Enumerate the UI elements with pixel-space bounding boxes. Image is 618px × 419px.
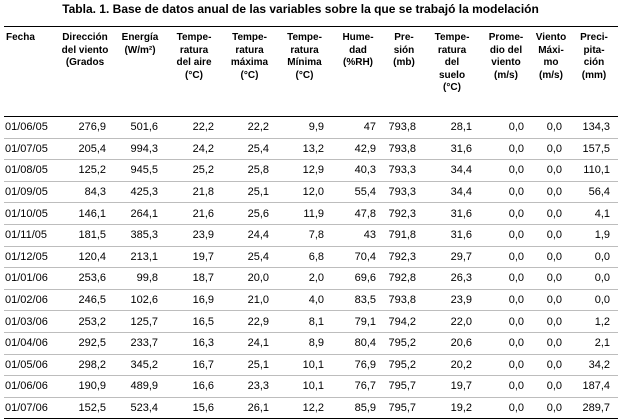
date-cell: 01/02/06: [4, 289, 56, 311]
value-cell: 792,8: [384, 268, 424, 290]
value-cell: 0,0: [480, 181, 532, 203]
column-header-line: Fecha: [6, 32, 35, 43]
value-cell: 4,0: [277, 289, 332, 311]
value-cell: 23,9: [166, 224, 222, 246]
value-cell: 2,0: [277, 268, 332, 290]
value-cell: 99,8: [114, 268, 166, 290]
column-header-line: del viento: [61, 44, 109, 56]
column-header-line: viento: [491, 57, 521, 68]
value-cell: 24,1: [222, 332, 277, 354]
value-cell: 22,0: [424, 311, 480, 333]
value-cell: 23,3: [222, 376, 277, 398]
value-cell: 19,7: [424, 376, 480, 398]
column-header-line: ratura: [290, 44, 319, 56]
column-header: [332, 27, 384, 117]
value-cell: 20,6: [424, 332, 480, 354]
column-header-line: pita-: [583, 44, 605, 56]
value-cell: 795,2: [384, 332, 424, 354]
value-cell: 20,2: [424, 354, 480, 376]
value-cell: 9,9: [277, 117, 332, 139]
value-cell: 47,8: [332, 203, 384, 225]
column-header: [570, 27, 618, 117]
column-header-line: ción: [583, 57, 605, 68]
value-cell: 21,6: [166, 203, 222, 225]
value-cell: 190,9: [56, 376, 114, 398]
table-row: [4, 117, 618, 139]
value-cell: 34,4: [424, 181, 480, 203]
value-cell: 26,3: [424, 268, 480, 290]
value-cell: 19,7: [166, 246, 222, 268]
value-cell: 501,6: [114, 117, 166, 139]
value-cell: 289,7: [570, 397, 618, 419]
value-cell: 0,0: [532, 160, 570, 182]
column-header-line: ratura: [179, 44, 209, 56]
value-cell: 0,0: [532, 138, 570, 160]
value-cell: 253,6: [56, 268, 114, 290]
value-cell: 0,0: [480, 311, 532, 333]
value-cell: 23,9: [424, 289, 480, 311]
value-cell: 7,8: [277, 224, 332, 246]
value-cell: 0,0: [532, 203, 570, 225]
column-header: [424, 27, 480, 117]
value-cell: 43: [332, 224, 384, 246]
column-header-line: (°C): [295, 69, 314, 81]
column-header-line: Hume-: [342, 32, 374, 43]
value-cell: 29,7: [424, 246, 480, 268]
value-cell: 28,1: [424, 117, 480, 139]
value-cell: 0,0: [480, 268, 532, 290]
value-cell: 20,0: [222, 268, 277, 290]
value-cell: 793,3: [384, 160, 424, 182]
value-cell: 31,6: [424, 224, 480, 246]
column-header-line: ratura: [437, 44, 467, 56]
value-cell: 31,6: [424, 203, 480, 225]
value-cell: 0,0: [480, 117, 532, 139]
column-header-line: Tempe-: [434, 32, 470, 43]
column-header-line: mo: [543, 57, 559, 68]
value-cell: 233,7: [114, 332, 166, 354]
table-row: [4, 354, 618, 376]
table-row: [4, 376, 618, 398]
value-cell: 83,5: [332, 289, 384, 311]
value-cell: 24,4: [222, 224, 277, 246]
table-row: [4, 160, 618, 182]
value-cell: 134,3: [570, 117, 618, 139]
value-cell: 40,3: [332, 160, 384, 182]
value-cell: 0,0: [532, 311, 570, 333]
value-cell: 69,6: [332, 268, 384, 290]
value-cell: 1,2: [570, 311, 618, 333]
value-cell: 0,0: [532, 332, 570, 354]
value-cell: 12,0: [277, 181, 332, 203]
value-cell: 385,3: [114, 224, 166, 246]
column-header-line: (m/s): [539, 69, 563, 81]
value-cell: 994,3: [114, 138, 166, 160]
value-cell: 794,2: [384, 311, 424, 333]
value-cell: 0,0: [532, 354, 570, 376]
value-cell: 8,1: [277, 311, 332, 333]
value-cell: 0,0: [480, 138, 532, 160]
value-cell: 276,9: [56, 117, 114, 139]
value-cell: 4,1: [570, 203, 618, 225]
value-cell: 8,9: [277, 332, 332, 354]
value-cell: 0,0: [532, 117, 570, 139]
column-header-line: Tempe-: [232, 32, 267, 43]
value-cell: 0,0: [480, 376, 532, 398]
column-header: [532, 27, 570, 117]
value-cell: 0,0: [532, 246, 570, 268]
value-cell: 793,3: [384, 181, 424, 203]
value-cell: 120,4: [56, 246, 114, 268]
value-cell: 22,2: [166, 117, 222, 139]
column-header-line: del aire: [176, 57, 212, 68]
value-cell: 16,7: [166, 354, 222, 376]
column-header-line: ratura: [235, 44, 264, 56]
value-cell: 0,0: [480, 289, 532, 311]
value-cell: 146,1: [56, 203, 114, 225]
date-cell: 01/12/05: [4, 246, 56, 268]
value-cell: 0,0: [532, 181, 570, 203]
value-cell: 795,2: [384, 354, 424, 376]
column-header-line: Tempe-: [287, 32, 322, 43]
column-header-line: (mm): [581, 69, 607, 81]
value-cell: 16,6: [166, 376, 222, 398]
value-cell: 0,0: [532, 376, 570, 398]
value-cell: 22,9: [222, 311, 277, 333]
value-cell: 0,0: [480, 160, 532, 182]
table-row: [4, 138, 618, 160]
value-cell: 31,6: [424, 138, 480, 160]
value-cell: 25,8: [222, 160, 277, 182]
table-row: [4, 397, 618, 419]
value-cell: 791,8: [384, 224, 424, 246]
table-row: [4, 181, 618, 203]
value-cell: 425,3: [114, 181, 166, 203]
date-cell: 01/03/06: [4, 311, 56, 333]
value-cell: 945,5: [114, 160, 166, 182]
column-header-line: Máxi-: [538, 44, 564, 56]
value-cell: 102,6: [114, 289, 166, 311]
value-cell: 793,8: [384, 289, 424, 311]
value-cell: 26,1: [222, 397, 277, 419]
date-cell: 01/01/06: [4, 268, 56, 290]
value-cell: 0,0: [570, 246, 618, 268]
value-cell: 0,0: [480, 354, 532, 376]
value-cell: 12,2: [277, 397, 332, 419]
column-header-line: Dirección: [62, 32, 108, 43]
column-header-line: (m/s): [494, 69, 518, 81]
table-row: [4, 289, 618, 311]
value-cell: 25,1: [222, 354, 277, 376]
date-cell: 01/06/06: [4, 376, 56, 398]
value-cell: 6,8: [277, 246, 332, 268]
column-header-line: Preci-: [580, 32, 608, 43]
value-cell: 11,9: [277, 203, 332, 225]
column-header-line: (°C): [240, 69, 259, 81]
value-cell: 125,7: [114, 311, 166, 333]
value-cell: 16,5: [166, 311, 222, 333]
value-cell: 246,5: [56, 289, 114, 311]
value-cell: 792,3: [384, 246, 424, 268]
value-cell: 10,1: [277, 354, 332, 376]
column-header-line: suelo: [438, 69, 466, 81]
value-cell: 76,9: [332, 354, 384, 376]
column-header: [56, 27, 114, 117]
table-title: Tabla. 1. Base de datos anual de las variables sobre la que se trabajó la modelación: [62, 2, 539, 16]
value-cell: 47: [332, 117, 384, 139]
value-cell: 25,1: [222, 181, 277, 203]
value-cell: 12,9: [277, 160, 332, 182]
column-header-line: (°C): [185, 69, 203, 81]
value-cell: 187,4: [570, 376, 618, 398]
date-cell: 01/08/05: [4, 160, 56, 182]
column-header-line: Tempe-: [176, 32, 212, 43]
value-cell: 110,1: [570, 160, 618, 182]
value-cell: 0,0: [480, 332, 532, 354]
value-cell: 42,9: [332, 138, 384, 160]
column-header-line: Mínima: [287, 57, 322, 68]
column-header-line: dad: [349, 44, 367, 56]
date-cell: 01/11/05: [4, 224, 56, 246]
column-header-line: Pre-: [394, 32, 414, 43]
table-row: [4, 332, 618, 354]
value-cell: 25,4: [222, 246, 277, 268]
value-cell: 0,0: [570, 268, 618, 290]
column-header-line: Energía: [121, 32, 159, 43]
column-header: [277, 27, 332, 117]
value-cell: 34,2: [570, 354, 618, 376]
value-cell: 13,2: [277, 138, 332, 160]
value-cell: 25,4: [222, 138, 277, 160]
table-row: [4, 311, 618, 333]
date-cell: 01/04/06: [4, 332, 56, 354]
column-header-line: sión: [393, 44, 415, 56]
value-cell: 795,7: [384, 397, 424, 419]
value-cell: 76,7: [332, 376, 384, 398]
value-cell: 16,3: [166, 332, 222, 354]
value-cell: 793,8: [384, 138, 424, 160]
value-cell: 79,1: [332, 311, 384, 333]
value-cell: 253,2: [56, 311, 114, 333]
column-header-line: (%RH): [343, 57, 373, 68]
table-row: [4, 268, 618, 290]
value-cell: 205,4: [56, 138, 114, 160]
value-cell: 85,9: [332, 397, 384, 419]
column-header-line: máxima: [230, 57, 269, 68]
table-row: [4, 224, 618, 246]
value-cell: 125,2: [56, 160, 114, 182]
value-cell: 22,2: [222, 117, 277, 139]
column-header: [222, 27, 277, 117]
value-cell: 15,6: [166, 397, 222, 419]
column-header-line: (Grados: [65, 57, 105, 68]
table-header-row: [4, 27, 618, 117]
value-cell: 345,2: [114, 354, 166, 376]
date-cell: 01/09/05: [4, 181, 56, 203]
value-cell: 792,3: [384, 203, 424, 225]
value-cell: 25,6: [222, 203, 277, 225]
value-cell: 0,0: [480, 203, 532, 225]
value-cell: 34,4: [424, 160, 480, 182]
value-cell: 298,2: [56, 354, 114, 376]
value-cell: 21,8: [166, 181, 222, 203]
value-cell: 0,0: [480, 246, 532, 268]
value-cell: 0,0: [480, 397, 532, 419]
value-cell: 489,9: [114, 376, 166, 398]
data-table: [4, 26, 618, 419]
table-body: [4, 117, 618, 419]
value-cell: 264,1: [114, 203, 166, 225]
value-cell: 795,7: [384, 376, 424, 398]
value-cell: 523,4: [114, 397, 166, 419]
date-cell: 01/07/05: [4, 138, 56, 160]
value-cell: 84,3: [56, 181, 114, 203]
value-cell: 0,0: [532, 289, 570, 311]
date-cell: 01/10/05: [4, 203, 56, 225]
date-cell: 01/06/05: [4, 117, 56, 139]
value-cell: 80,4: [332, 332, 384, 354]
column-header: [114, 27, 166, 117]
column-header: [384, 27, 424, 117]
value-cell: 793,8: [384, 117, 424, 139]
value-cell: 16,9: [166, 289, 222, 311]
value-cell: 19,2: [424, 397, 480, 419]
value-cell: 1,9: [570, 224, 618, 246]
value-cell: 2,1: [570, 332, 618, 354]
value-cell: 0,0: [480, 224, 532, 246]
column-header-line: dio del: [489, 44, 523, 56]
value-cell: 157,5: [570, 138, 618, 160]
column-header: [166, 27, 222, 117]
column-header-line: del: [444, 57, 460, 68]
value-cell: 21,0: [222, 289, 277, 311]
column-header: [4, 27, 56, 117]
column-header-line: (°C): [443, 82, 461, 93]
value-cell: 292,5: [56, 332, 114, 354]
date-cell: 01/07/06: [4, 397, 56, 419]
value-cell: 152,5: [56, 397, 114, 419]
value-cell: 56,4: [570, 181, 618, 203]
value-cell: 181,5: [56, 224, 114, 246]
value-cell: 213,1: [114, 246, 166, 268]
value-cell: 0,0: [532, 268, 570, 290]
value-cell: 55,4: [332, 181, 384, 203]
value-cell: 24,2: [166, 138, 222, 160]
column-header-line: Viento: [535, 32, 567, 43]
table-row: [4, 203, 618, 225]
value-cell: 18,7: [166, 268, 222, 290]
column-header-line: (mb): [393, 57, 415, 68]
value-cell: 0,0: [532, 224, 570, 246]
column-header-line: Prome-: [488, 32, 524, 43]
table-row: [4, 246, 618, 268]
value-cell: 0,0: [570, 289, 618, 311]
date-cell: 01/05/06: [4, 354, 56, 376]
column-header: [480, 27, 532, 117]
value-cell: 10,1: [277, 376, 332, 398]
value-cell: 25,2: [166, 160, 222, 182]
value-cell: 0,0: [532, 397, 570, 419]
value-cell: 70,4: [332, 246, 384, 268]
column-header-line: (W/m²): [124, 44, 156, 56]
